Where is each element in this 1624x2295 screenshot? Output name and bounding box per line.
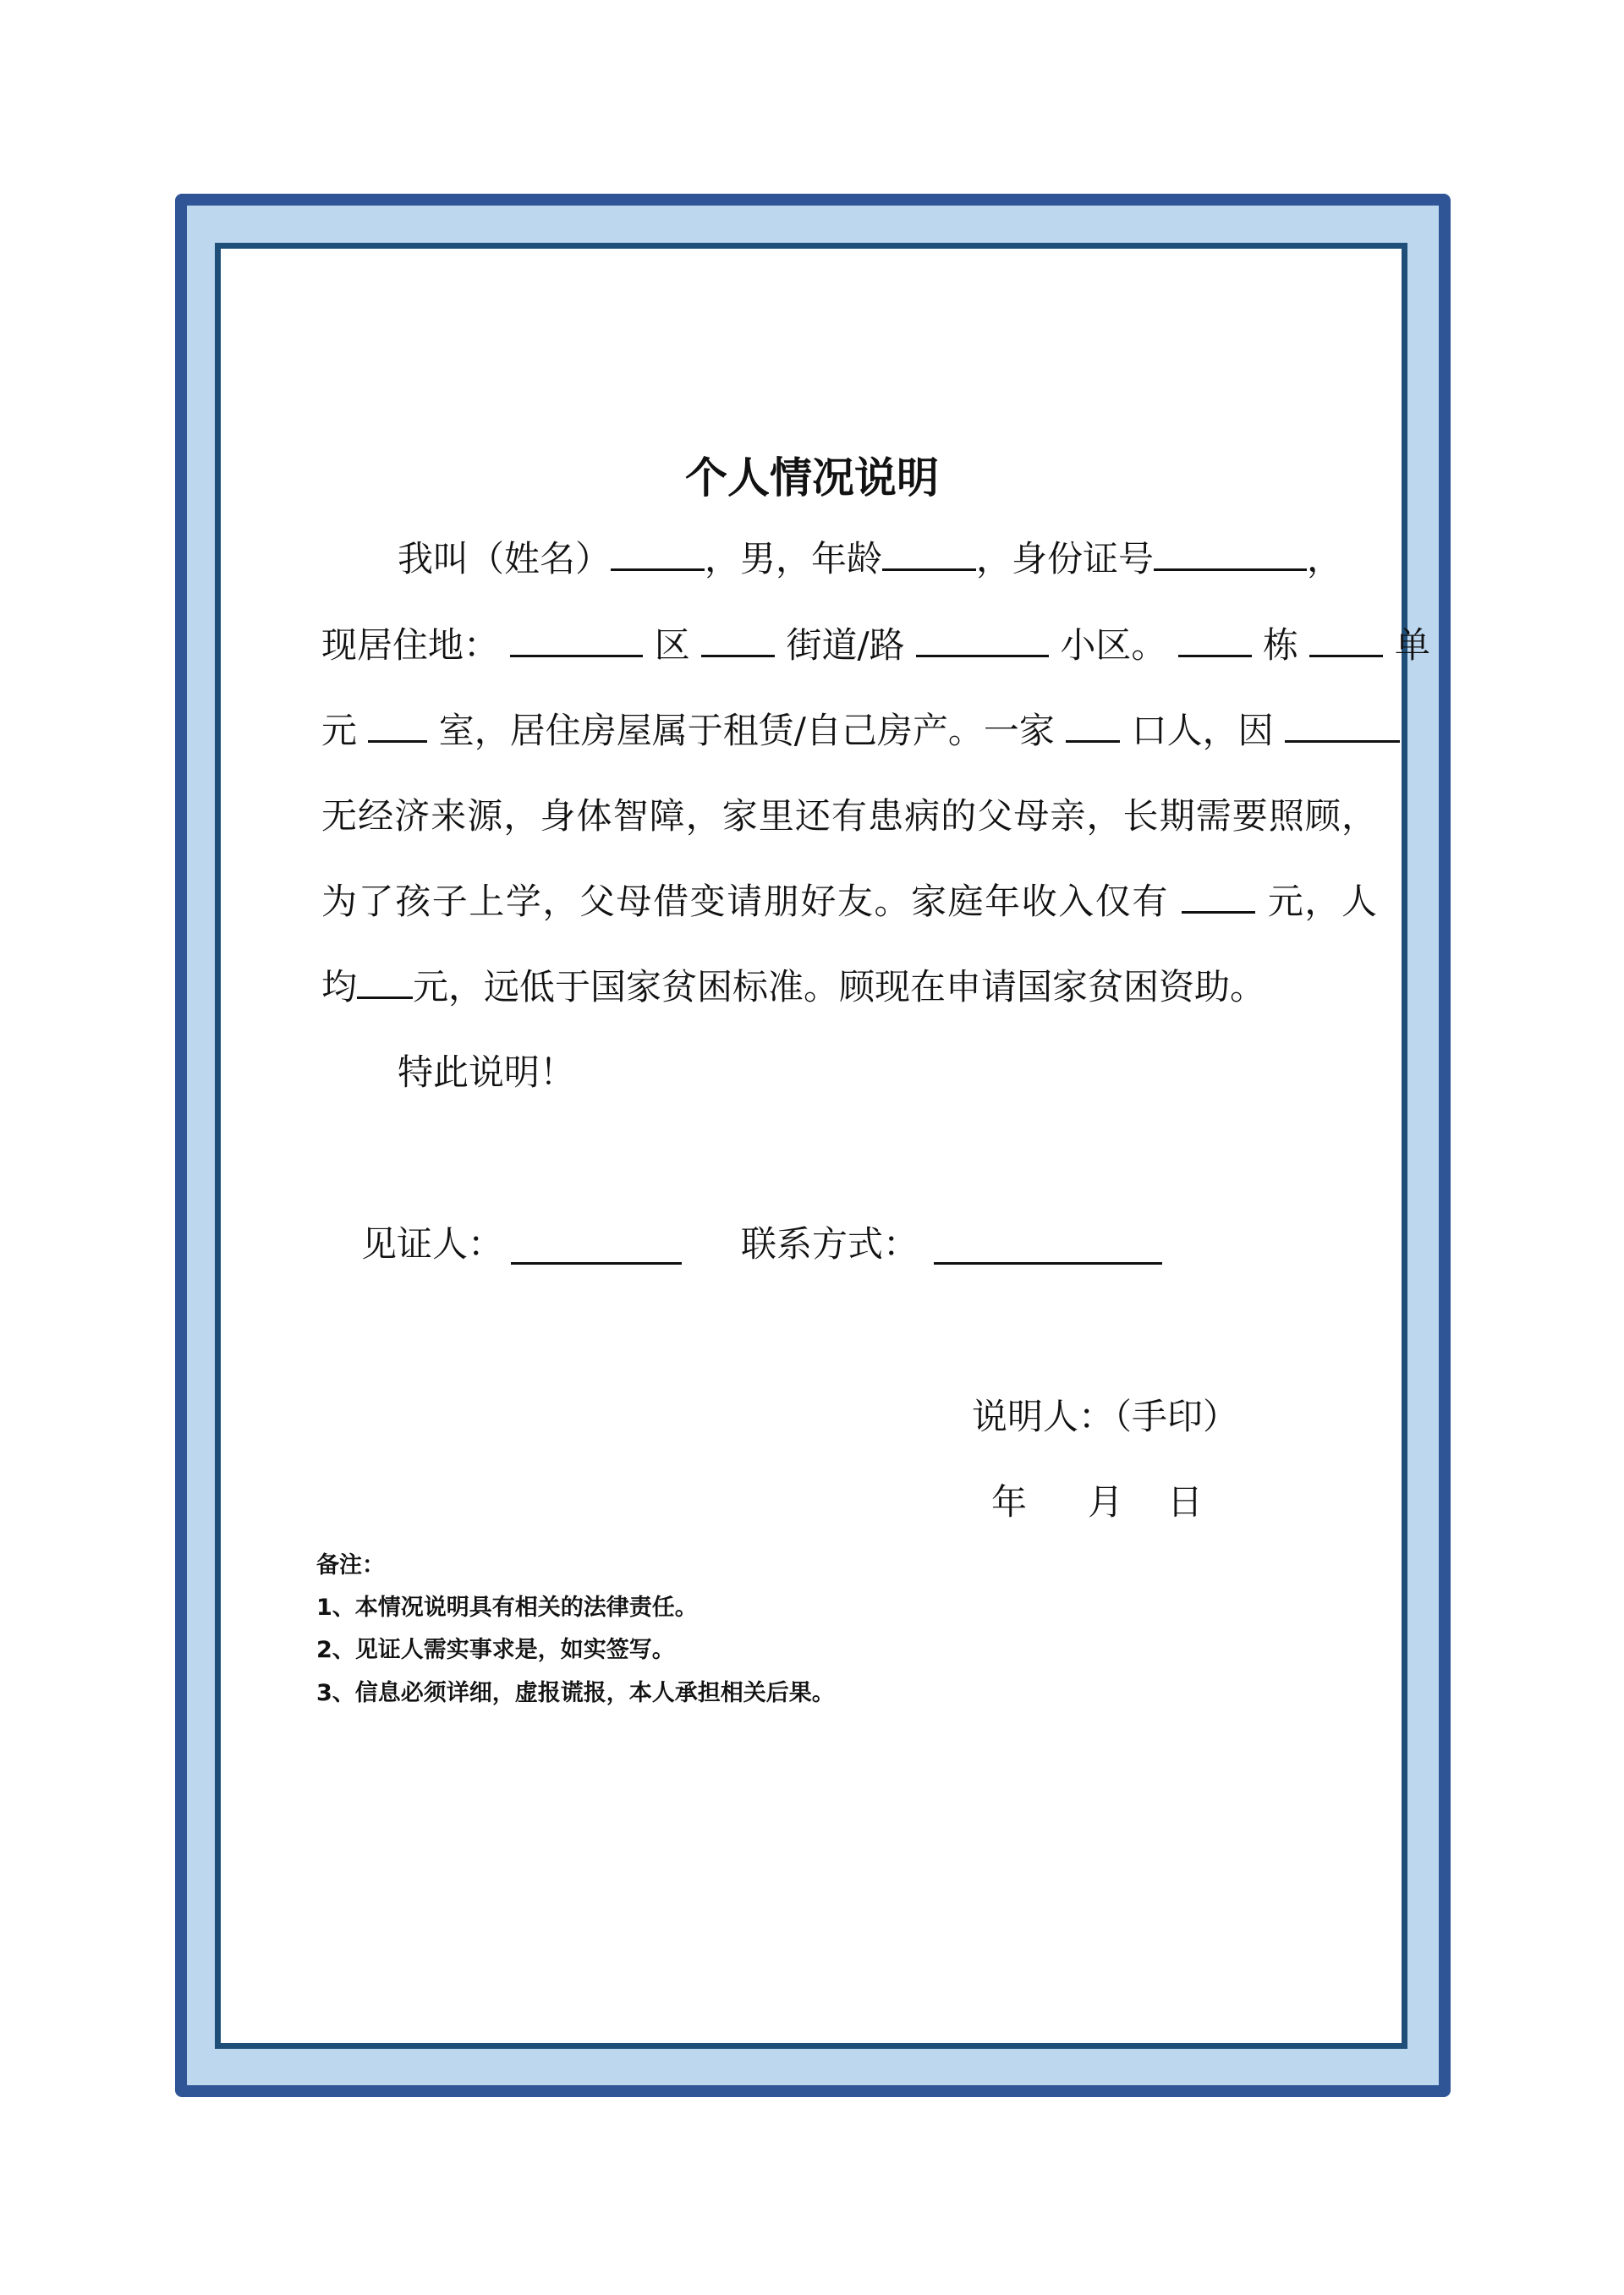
notes-heading: 备注： xyxy=(316,1552,385,1578)
annual-income-blank[interactable] xyxy=(1182,877,1255,914)
id-number-blank[interactable] xyxy=(1154,535,1307,571)
text: 我叫（姓名） xyxy=(398,538,612,579)
text: 单 xyxy=(1394,624,1430,666)
building-blank[interactable] xyxy=(1178,621,1252,657)
text: 区 xyxy=(654,624,690,666)
body-line-2 xyxy=(321,620,1430,671)
note-item: 2、见证人需实事求是，如实签写。 xyxy=(316,1637,675,1663)
room-blank[interactable] xyxy=(368,706,427,743)
witness-label: 见证人： xyxy=(361,1223,504,1265)
age-blank[interactable] xyxy=(882,535,976,571)
text: ，男，年龄 xyxy=(705,538,883,579)
household-size-blank[interactable] xyxy=(1066,706,1120,743)
signatory-label: 说明人：（手印） xyxy=(972,1396,1239,1437)
date-year: 年 xyxy=(991,1481,1028,1523)
district-blank[interactable] xyxy=(510,621,643,657)
text: 小区。 xyxy=(1060,624,1167,666)
per-capita-income-blank[interactable] xyxy=(357,963,413,999)
note-item: 1、本情况说明具有相关的法律责任。 xyxy=(316,1595,698,1621)
text: 栋 xyxy=(1263,624,1299,666)
text: 元，人 xyxy=(1267,881,1377,922)
text: 为了孩子上学，父母借变请朋好友。家庭年收入仅有 xyxy=(321,881,1169,922)
document-title: 个人情况说明 xyxy=(685,453,939,502)
witness-blank[interactable] xyxy=(511,1228,682,1265)
text: 均 xyxy=(321,966,358,1007)
text: 现居住地： xyxy=(321,624,500,666)
note-item: 3、信息必须详细，虚报谎报，本人承担相关后果。 xyxy=(316,1680,835,1706)
body-line-3 xyxy=(321,706,1377,756)
inner-frame xyxy=(215,243,1407,2049)
text: 元，远低于国家贫困标准。顾现在申请国家贫困资助。 xyxy=(413,966,1266,1007)
text: 元 xyxy=(321,710,358,751)
street-blank[interactable] xyxy=(701,621,775,657)
text: 街道/路 xyxy=(786,624,905,666)
body-line-7: 特此说明！ xyxy=(398,1051,576,1093)
name-blank[interactable] xyxy=(611,535,705,571)
body-line-4: 无经济来源，身体智障，家里还有患病的父母亲，长期需要照顾， xyxy=(321,795,1377,837)
body-line-6 xyxy=(321,962,1377,1013)
date-month: 月 xyxy=(1088,1481,1124,1523)
body-line-5 xyxy=(321,876,1377,927)
contact-blank[interactable] xyxy=(934,1228,1162,1265)
reason-blank[interactable] xyxy=(1285,706,1400,743)
unit-blank[interactable] xyxy=(1309,621,1383,657)
text: ， xyxy=(1307,538,1343,579)
community-blank[interactable] xyxy=(916,621,1049,657)
text: 口人，因 xyxy=(1131,710,1274,751)
date-day: 日 xyxy=(1167,1481,1204,1523)
text: ，身份证号 xyxy=(976,538,1155,579)
text: 室，居住房屋属于租赁/自己房产。一家 xyxy=(438,710,1055,751)
contact-label: 联系方式： xyxy=(741,1223,919,1265)
body-line-1 xyxy=(321,534,1377,585)
